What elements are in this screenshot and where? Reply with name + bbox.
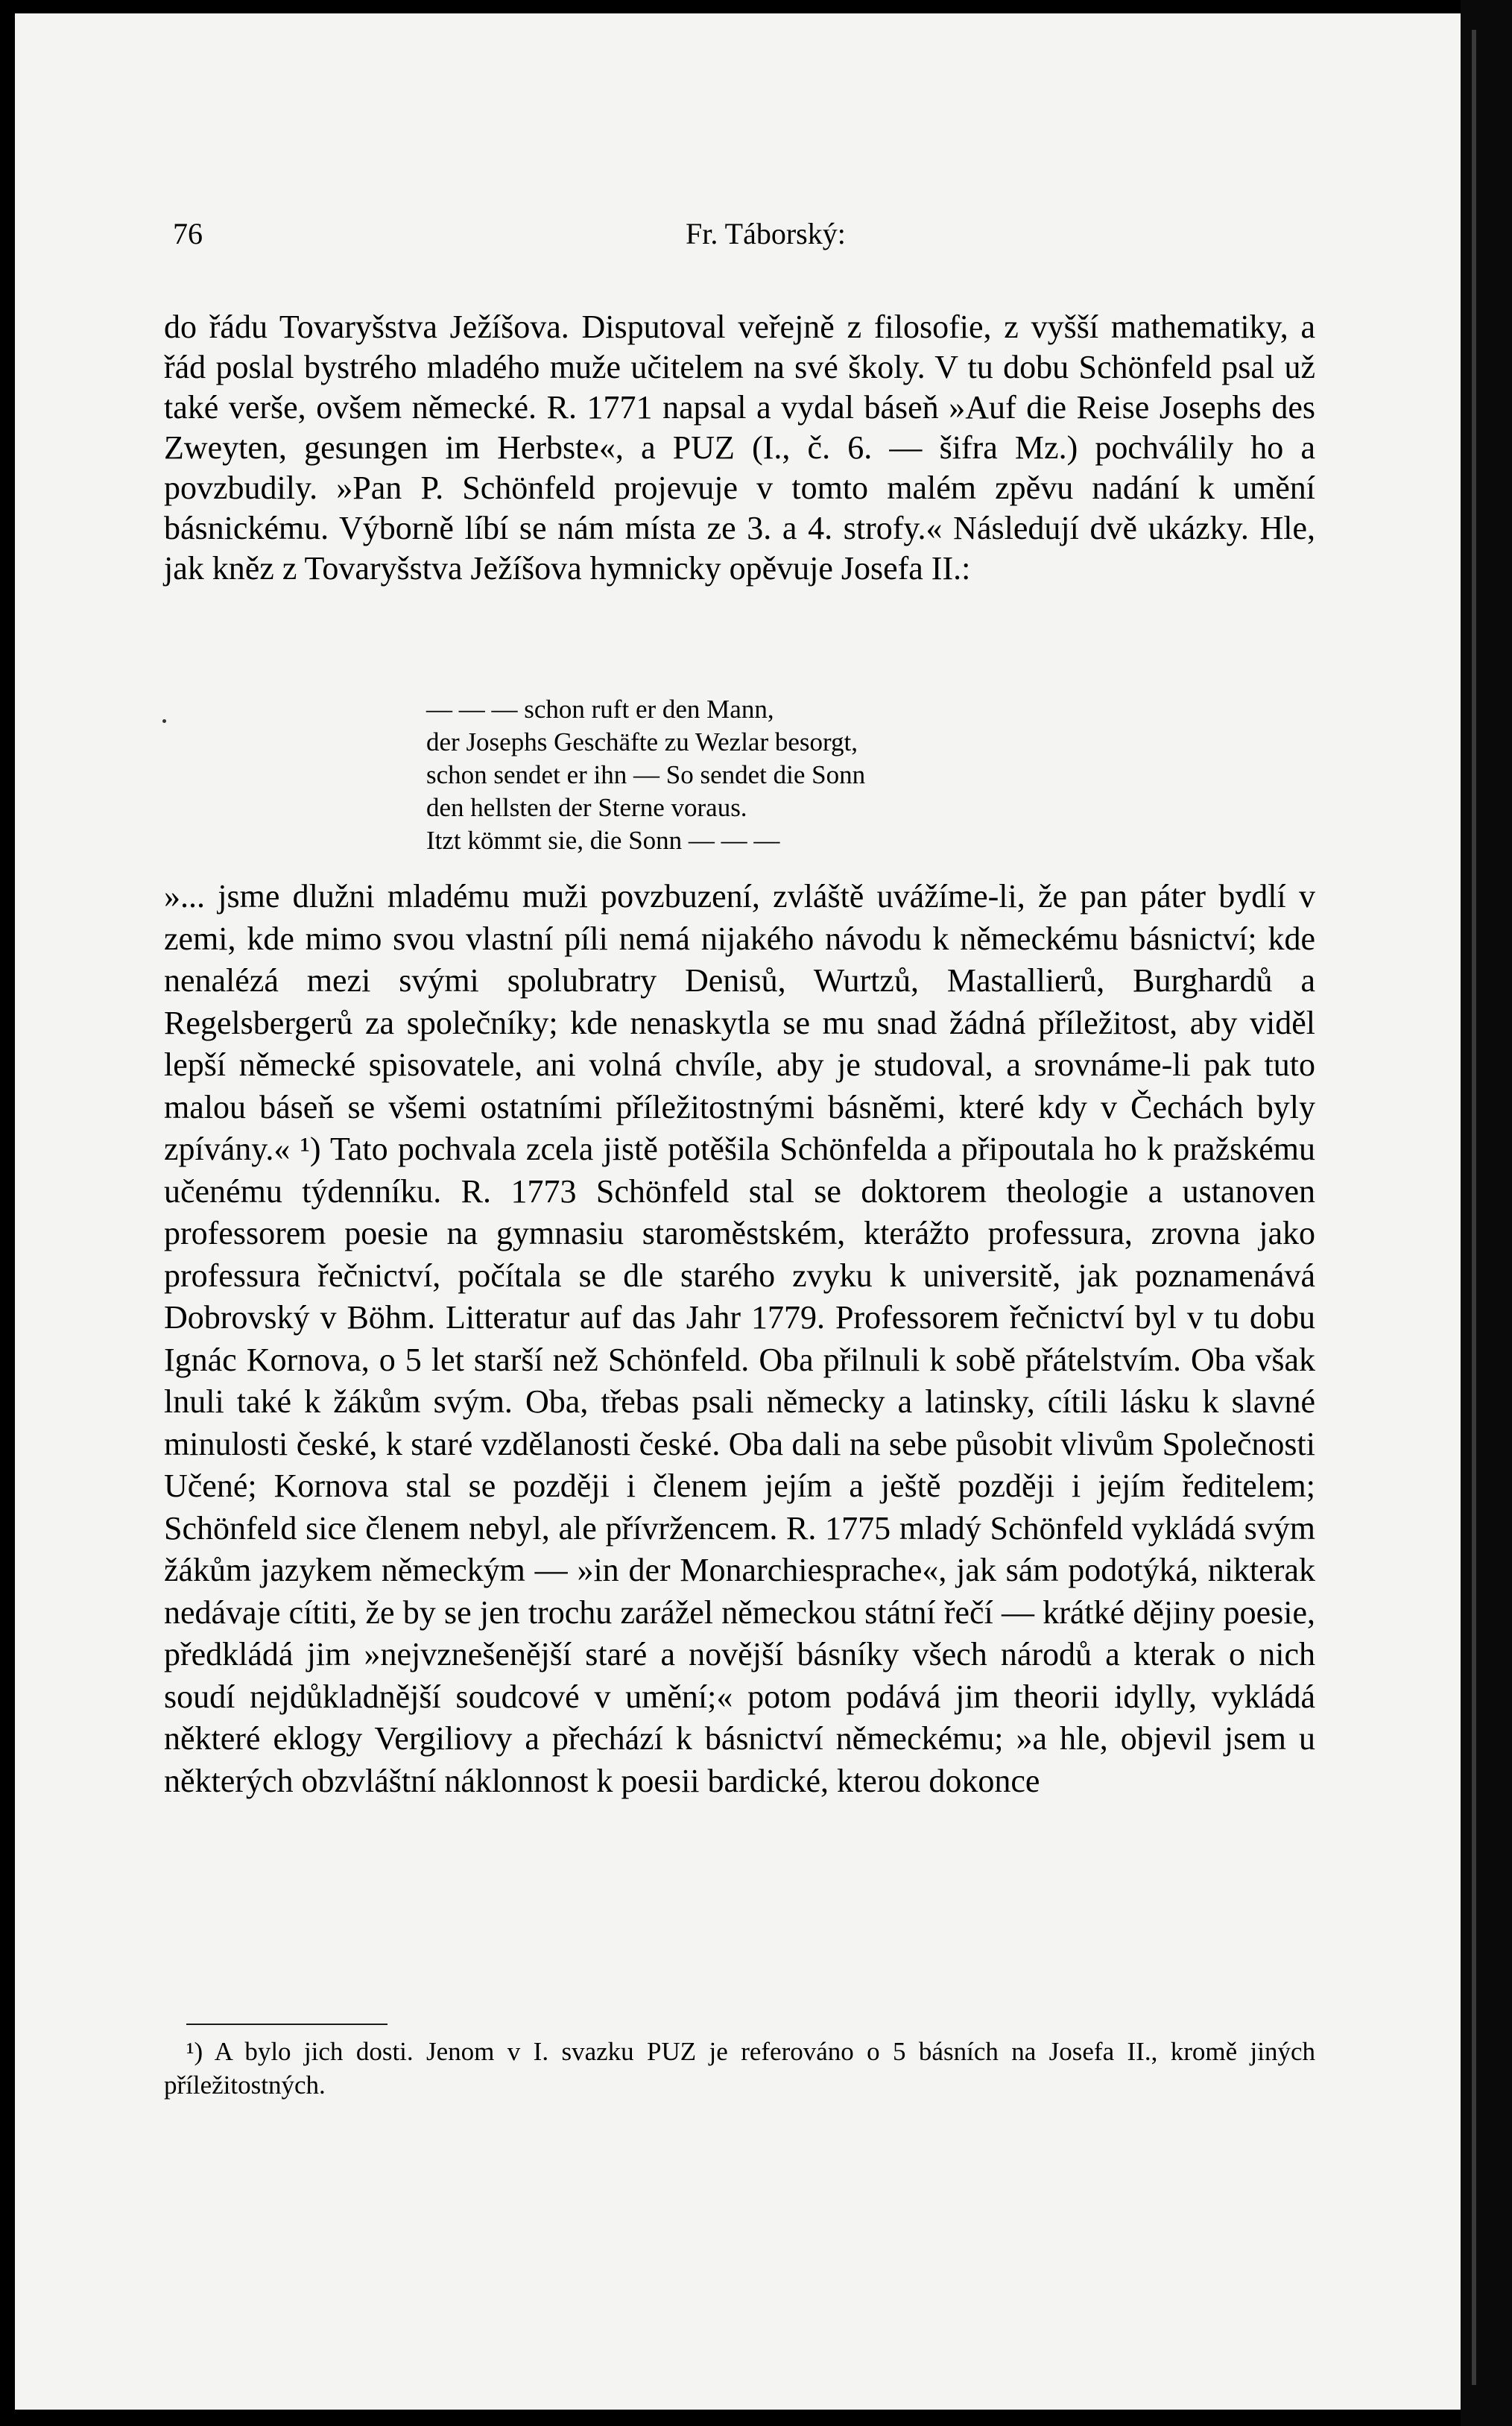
verse-line: — — — schon ruft er den Mann, bbox=[426, 695, 774, 724]
scan-edge-line bbox=[1472, 30, 1476, 2385]
verse-line: den hellsten der Sterne voraus. bbox=[426, 793, 747, 822]
verse-line: schon sendet er ihn — So sendet die Sonn bbox=[426, 760, 866, 789]
footnote: ¹) A bylo jich dosti. Jenom v I. svazku PUZ je referováno o 5 básních na Josefa II., kromě jiných příležitostných. bbox=[164, 2037, 1315, 2100]
verse-line: der Josephs Geschäfte zu Wezlar besorgt, bbox=[426, 727, 858, 756]
paragraph-1 bbox=[164, 307, 1315, 589]
verse-line: Itzt kömmt sie, die Sonn — — — bbox=[426, 826, 780, 855]
german-verse-quote bbox=[426, 693, 865, 857]
paragraph-1-text: do řádu Tovaryšstva Ježíšova. Disputoval veřejně z filosofie, z vyšší mathematiky, a řád poslal bystrého mladého muže učitelem na své školy. V tu dobu Schönfeld psal už také verše, ovšem německé. R. 1771 napsal a vydal báseň »Auf die Reise Josephs des Zweyten, gesungen im Herbste«, a PUZ (I., č. 6. — šifra Mz.) pochválily ho a povzbudily. »Pan P. Schönfeld projevuje v tomto malém zpěvu nadání k umění básnickému. Výborně líbí se nám místa ze 3. a 4. strofy.« Následují dvě ukázky. Hle, jak kněz z Tovaryšstva Ježíšova hymnicky opěvuje Josefa II.: bbox=[164, 309, 1315, 587]
paragraph-2-text: »... jsme dlužni mladému muži povzbuzení, zvláště uvážíme-li, že pan páter bydlí v zemi, kde mimo svou vlastní píli nemá nijakého návodu k německému básnictví; kde nenalézá mezi svými spolubratry Denisů, Wurtzů, Mastallierů, Burghardů a Regelsbergerů za společníky; kde nenaskytla se mu snad žádná příležitost, aby viděl lepší německé spisovatele, ani volná chvíle, aby je studoval, a srovnáme-li pak tuto malou báseň se všemi ostatními příležitostnými básněmi, které kdy v Čechách byly zpívány.« ¹) Tato pochvala zcela jistě potěšila Schönfelda a připoutala ho k pražskému učenému týdenníku. R. 1773 Schönfeld stal se doktorem theologie a ustanoven professorem poesie na gymnasiu staroměstském, kterážto professura, zrovna jako professura řečnictví, počítala se dle starého zvyku k universitě, jak poznamenává Dobrovský v Böhm. Litteratur auf das Jahr 1779. Professorem řečnictví byl v tu dobu Ignác Kornova, o 5 let starší než Schönfeld. Oba přilnuli k sobě přátelstvím. Oba však lnuli také k žákům svým. Oba, třebas psali německy a latinsky, cítili lásku k slavné minulosti české, k staré vzdělanosti české. Oba dali na sebe působit vlivům Společnosti Učené; Kornova stal se později i členem jejím a ještě později i jejím ředitelem; Schönfeld sice členem nebyl, ale přívržencem. R. 1775 mladý Schönfeld vykládá svým žákům jazykem německým — »in der Monarchiesprache«, jak sám podotýká, nikterak nedávaje cítiti, že by se jen trochu zarážel německou státní řečí — krátké dějiny poesie, předkládá jim »nejvznešenější staré a novější básníky všech národů a kterak o nich soudí nejdůkladnější soudcové v umění;« potom podává jim theorii idylly, vykládá některé eklogy Vergiliovy a přechází k básnictví německému; »a hle, objevil jsem u některých obzvláštní náklonnost k poesii bardické, kterou dokonce bbox=[164, 878, 1315, 1799]
scan-speck bbox=[162, 719, 166, 723]
scan-dark-edge bbox=[1461, 0, 1512, 2426]
running-head bbox=[164, 216, 1312, 261]
footnote-rule bbox=[186, 2024, 388, 2025]
paragraph-2 bbox=[164, 876, 1315, 1802]
page-number: 76 bbox=[173, 217, 203, 250]
running-title: Fr. Táborský: bbox=[686, 217, 846, 250]
